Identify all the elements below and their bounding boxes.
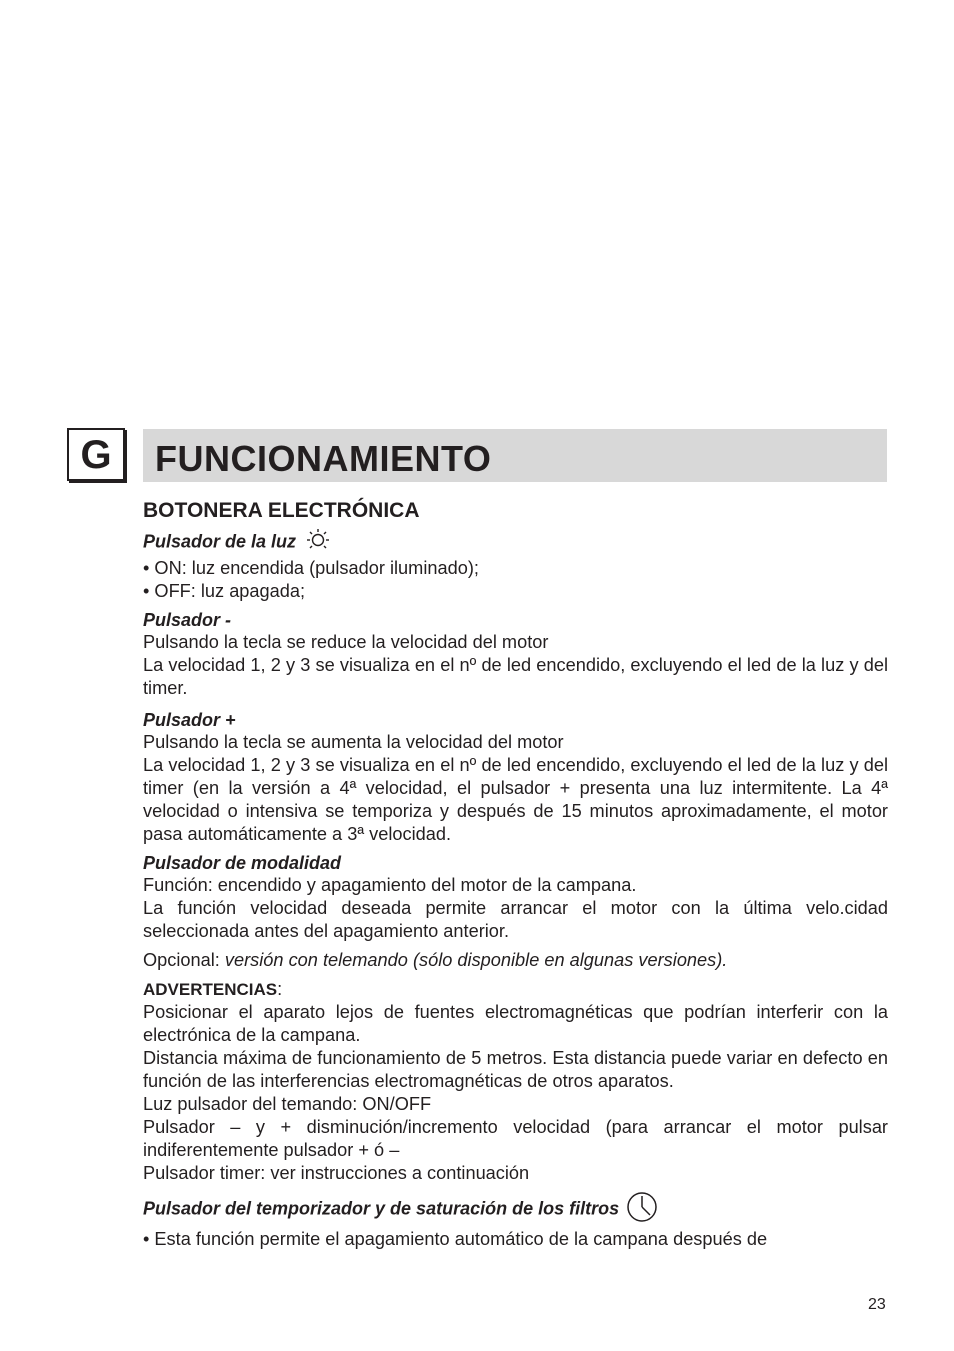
mode-button-heading: Pulsador de modalidad — [143, 853, 342, 873]
timer-line-1: • Esta función permite el apagamiento automático de la campana después de — [143, 1229, 768, 1249]
content — [143, 497, 888, 1251]
warning-line-5: Pulsador timer: ver instrucciones a continuación — [143, 1163, 530, 1183]
warning-line-2: Distancia máxima de funcionamiento de 5 metros. Esta distancia puede variar en defecto en función de las interferencias electromagnéticas de otros aparatos. — [143, 1048, 888, 1091]
plus-line-1: Pulsando la tecla se aumenta la velocidad del motor — [143, 732, 564, 752]
plus-button-heading: Pulsador + — [143, 710, 236, 730]
title-bar — [143, 429, 887, 482]
light-bulb-icon — [301, 528, 335, 557]
mode-line-1: Función: encendido y apagamiento del motor de la campana. — [143, 875, 637, 895]
light-button-heading: Pulsador de la luz — [143, 528, 888, 557]
warning-line-1: Posicionar el aparato lejos de fuentes electromagnéticas que podrían interferir con la electrónica de la campana. — [143, 1002, 888, 1045]
mode-line-2: La función velocidad deseada permite arrancar el motor con la última velo.cidad seleccionada antes del apagamiento anterior. — [143, 898, 888, 941]
warning-line-3: Luz pulsador del temando: ON/OFF — [143, 1094, 432, 1114]
page-number: 23 — [868, 1296, 886, 1313]
minus-line-1: Pulsando la tecla se reduce la velocidad del motor — [143, 632, 549, 652]
light-on-item: • ON: luz encendida (pulsador iluminado); — [143, 558, 479, 578]
minus-button-heading: Pulsador - — [143, 610, 232, 630]
light-off-item: • OFF: luz apagada; — [143, 581, 306, 601]
page-title: FUNCIONAMIENTO — [155, 438, 492, 479]
section-subtitle: BOTONERA ELECTRÓNICA — [143, 499, 420, 522]
warnings-heading: ADVERTENCIAS: — [143, 979, 283, 999]
plus-line-2: La velocidad 1, 2 y 3 se visualiza en el nº de led encendido, excluyendo el led de la luz y del timer (en la versión a 4ª velocidad, el pulsador + presenta una luz intermitente. La 4ª velocidad o intensiva se temporiza y después de 15 minutos aproximadamente, el motor pasa automáticamente a 3ª velocidad. — [143, 755, 888, 844]
mode-optional: Opcional: versión con telemando (sólo disponible en algunas versiones). — [143, 950, 728, 970]
timer-button-heading: Pulsador del temporizador y de saturación de los filtros — [143, 1191, 888, 1228]
warning-line-4: Pulsador – y + disminución/incremento velocidad (para arrancar el motor pulsar indiferentemente pulsador + ó – — [143, 1117, 888, 1160]
clock-icon — [624, 1191, 660, 1228]
minus-line-2: La velocidad 1, 2 y 3 se visualiza en el nº de led encendido, excluyendo el led de la luz y del timer. — [143, 655, 888, 698]
section-letter: G — [67, 428, 125, 481]
